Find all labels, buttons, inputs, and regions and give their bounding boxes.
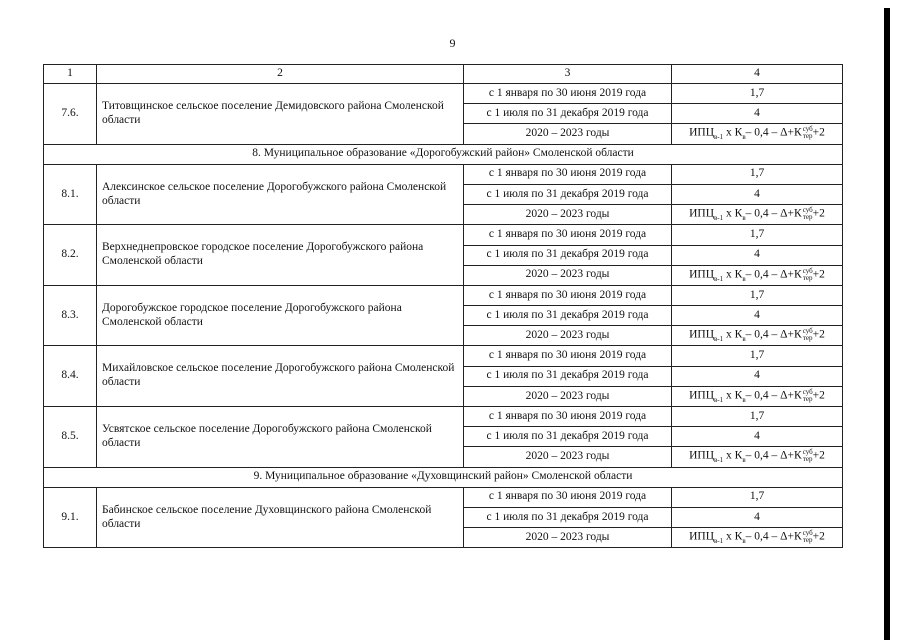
value-cell <box>672 205 843 225</box>
period-cell: 2020 – 2023 годы <box>464 447 672 467</box>
period-cell: 2020 – 2023 годы <box>464 386 672 406</box>
row-number: 8.5. <box>44 407 97 468</box>
formula-part: ИПЦ <box>689 530 714 543</box>
table-row <box>44 346 843 366</box>
formula-part: в <box>742 395 746 404</box>
value-cell: 1,7 <box>672 84 843 104</box>
formula-part: х К <box>723 328 743 341</box>
formula-part: в <box>742 456 746 465</box>
table-row <box>44 164 843 184</box>
table-row <box>44 225 843 245</box>
formula-part: в <box>742 133 746 142</box>
formula-sub: тер <box>802 536 813 545</box>
period-cell: 2020 – 2023 годы <box>464 124 672 144</box>
period-cell: с 1 июля по 31 декабря 2019 года <box>464 306 672 326</box>
formula-sub: тер <box>802 455 813 464</box>
formula-part: ИПЦ <box>689 449 714 462</box>
formula-part: в-1 <box>714 536 724 545</box>
formula-index-stack <box>803 530 813 544</box>
formula-sup: суб <box>802 266 813 275</box>
formula-part: – 0,4 – Δ+К <box>745 126 802 139</box>
value-cell <box>672 447 843 467</box>
formula-part: – 0,4 – Δ+К <box>745 389 802 402</box>
formula-part: в-1 <box>714 213 724 222</box>
formula-index-stack <box>803 389 813 403</box>
formula-part: в-1 <box>714 335 724 344</box>
formula-part: ИПЦ <box>689 328 714 341</box>
value-cell: 1,7 <box>672 285 843 305</box>
value-cell: 4 <box>672 245 843 265</box>
column-header: 2 <box>97 65 464 84</box>
value-cell <box>672 124 843 144</box>
value-cell: 1,7 <box>672 407 843 427</box>
row-number: 8.3. <box>44 285 97 346</box>
tariff-table <box>43 64 843 548</box>
period-cell: с 1 июля по 31 декабря 2019 года <box>464 507 672 527</box>
period-cell: с 1 января по 30 июня 2019 года <box>464 487 672 507</box>
period-cell: 2020 – 2023 годы <box>464 265 672 285</box>
formula-part: в <box>742 335 746 344</box>
period-cell: с 1 января по 30 июня 2019 года <box>464 164 672 184</box>
settlement-name: Алексинское сельское поселение Дорогобужского района Смоленской области <box>97 164 464 225</box>
settlement-name: Титовщинское сельское поселение Демидовского района Смоленской области <box>97 84 464 145</box>
formula-sup: суб <box>802 448 813 457</box>
row-number: 7.6. <box>44 84 97 145</box>
page-number: 9 <box>449 36 456 50</box>
formula-part: х К <box>723 126 743 139</box>
formula-part: х К <box>723 207 743 220</box>
formula-index-stack <box>803 207 813 221</box>
formula-part: ИПЦ <box>689 389 714 402</box>
formula-sup: суб <box>802 327 813 336</box>
period-cell: с 1 января по 30 июня 2019 года <box>464 225 672 245</box>
row-number: 8.1. <box>44 164 97 225</box>
scan-edge-bar <box>884 8 890 640</box>
section-title: 8. Муниципальное образование «Дорогобужский район» Смоленской области <box>44 144 843 164</box>
column-header: 4 <box>672 65 843 84</box>
period-cell: с 1 января по 30 июня 2019 года <box>464 285 672 305</box>
table-row <box>44 285 843 305</box>
value-cell: 4 <box>672 427 843 447</box>
value-cell: 4 <box>672 184 843 204</box>
formula-part: ИПЦ <box>689 126 714 139</box>
value-cell: 4 <box>672 366 843 386</box>
value-cell <box>672 386 843 406</box>
formula-part: – 0,4 – Δ+К <box>745 449 802 462</box>
formula-part: +2 <box>812 268 825 281</box>
formula-part: в-1 <box>714 274 724 283</box>
column-header: 3 <box>464 65 672 84</box>
row-number: 8.4. <box>44 346 97 407</box>
period-cell: с 1 июля по 31 декабря 2019 года <box>464 245 672 265</box>
settlement-name: Дорогобужское городское поселение Дорогобужского района Смоленской области <box>97 285 464 346</box>
value-cell: 1,7 <box>672 346 843 366</box>
formula-part: в <box>742 274 746 283</box>
settlement-name: Михайловское сельское поселение Дорогобужского района Смоленской области <box>97 346 464 407</box>
period-cell: с 1 июля по 31 декабря 2019 года <box>464 104 672 124</box>
table-row <box>44 487 843 507</box>
value-cell <box>672 265 843 285</box>
period-cell: 2020 – 2023 годы <box>464 528 672 548</box>
table-row <box>44 407 843 427</box>
formula-part: в <box>742 213 746 222</box>
formula-part: – 0,4 – Δ+К <box>745 328 802 341</box>
formula-part: х К <box>723 389 743 402</box>
formula-sub: тер <box>802 273 813 282</box>
formula-sub: тер <box>802 132 813 141</box>
formula-part: ИПЦ <box>689 207 714 220</box>
formula-part: – 0,4 – Δ+К <box>745 207 802 220</box>
formula-part: +2 <box>812 328 825 341</box>
period-cell: 2020 – 2023 годы <box>464 326 672 346</box>
formula-part: +2 <box>812 389 825 402</box>
value-cell: 1,7 <box>672 164 843 184</box>
formula-index-stack <box>803 449 813 463</box>
formula-part: в-1 <box>714 395 724 404</box>
formula-sub: тер <box>802 334 813 343</box>
table-header-row <box>44 65 843 84</box>
settlement-name: Бабинское сельское поселение Духовщинского района Смоленской области <box>97 487 464 548</box>
formula-part: х К <box>723 268 743 281</box>
formula-part: в <box>742 536 746 545</box>
formula-sub: тер <box>802 213 813 222</box>
value-cell: 4 <box>672 104 843 124</box>
formula-part: – 0,4 – Δ+К <box>745 268 802 281</box>
formula-sup: суб <box>802 125 813 134</box>
formula-part: ИПЦ <box>689 268 714 281</box>
section-row <box>44 144 843 164</box>
value-cell <box>672 528 843 548</box>
formula-index-stack <box>803 328 813 342</box>
formula-sup: суб <box>802 206 813 215</box>
row-number: 8.2. <box>44 225 97 286</box>
table-row <box>44 84 843 104</box>
formula-part: +2 <box>812 207 825 220</box>
period-cell: 2020 – 2023 годы <box>464 205 672 225</box>
period-cell: с 1 января по 30 июня 2019 года <box>464 84 672 104</box>
period-cell: с 1 июля по 31 декабря 2019 года <box>464 427 672 447</box>
formula-part: в-1 <box>714 133 724 142</box>
section-row <box>44 467 843 487</box>
row-number: 9.1. <box>44 487 97 548</box>
value-cell: 1,7 <box>672 487 843 507</box>
formula-sup: суб <box>802 529 813 538</box>
formula-part: х К <box>723 530 743 543</box>
column-header: 1 <box>44 65 97 84</box>
period-cell: с 1 июля по 31 декабря 2019 года <box>464 366 672 386</box>
value-cell: 4 <box>672 306 843 326</box>
period-cell: с 1 июля по 31 декабря 2019 года <box>464 184 672 204</box>
formula-index-stack <box>803 126 813 140</box>
value-cell: 1,7 <box>672 225 843 245</box>
value-cell <box>672 326 843 346</box>
settlement-name: Верхнеднепровское городское поселение Дорогобужского района Смоленской области <box>97 225 464 286</box>
formula-part: – 0,4 – Δ+К <box>745 530 802 543</box>
formula-sup: суб <box>802 387 813 396</box>
formula-part: в-1 <box>714 456 724 465</box>
formula-part: +2 <box>812 126 825 139</box>
period-cell: с 1 января по 30 июня 2019 года <box>464 407 672 427</box>
formula-index-stack <box>803 268 813 282</box>
section-title: 9. Муниципальное образование «Духовщинский район» Смоленской области <box>44 467 843 487</box>
formula-part: х К <box>723 449 743 462</box>
settlement-name: Усвятское сельское поселение Дорогобужского района Смоленской области <box>97 407 464 468</box>
formula-part: +2 <box>812 530 825 543</box>
period-cell: с 1 января по 30 июня 2019 года <box>464 346 672 366</box>
value-cell: 4 <box>672 507 843 527</box>
formula-sub: тер <box>802 394 813 403</box>
formula-part: +2 <box>812 449 825 462</box>
